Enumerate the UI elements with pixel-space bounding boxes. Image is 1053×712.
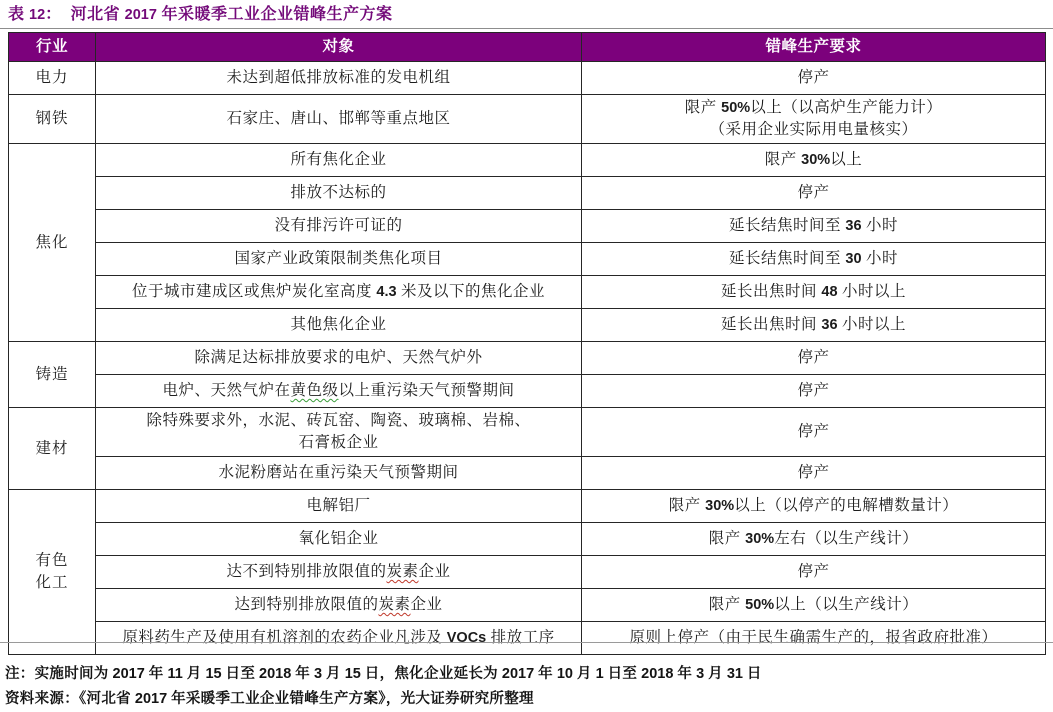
title-divider	[0, 28, 1053, 29]
target-cell: 电炉、天然气炉在黄色级以上重污染天气预警期间	[96, 375, 582, 408]
target-cell: 其他焦化企业	[96, 309, 582, 342]
table-row	[9, 276, 1046, 309]
industry-cell: 焦化	[9, 144, 96, 342]
requirement-cell: 停产	[582, 342, 1046, 375]
table-row	[9, 342, 1046, 375]
target-cell: 除特殊要求外，水泥、砖瓦窑、陶瓷、玻璃棉、岩棉、 石膏板企业	[96, 408, 582, 457]
requirement-cell: 停产	[582, 62, 1046, 95]
target-cell: 达不到特别排放限值的炭素企业	[96, 556, 582, 589]
target-cell: 除满足达标排放要求的电炉、天然气炉外	[96, 342, 582, 375]
requirement-cell: 限产 50%以上（以生产线计）	[582, 589, 1046, 622]
industry-cell: 建材	[9, 408, 96, 490]
note-line: 注：实施时间为 2017 年 11 月 15 日至 2018 年 3 月 15 日，焦化企业延长为 2017 年 10 月 1 日至 2018 年 3 月 31 日	[5, 666, 762, 682]
requirement-cell: 限产 50%以上（以高炉生产能力计） （采用企业实际用电量核实）	[582, 95, 1046, 144]
requirement-cell: 停产	[582, 375, 1046, 408]
requirement-cell: 停产	[582, 457, 1046, 490]
requirement-cell: 限产 30%左右（以生产线计）	[582, 523, 1046, 556]
target-cell: 原料药生产及使用有机溶剂的农药企业凡涉及 VOCs 排放工序	[96, 622, 582, 655]
table-row	[9, 523, 1046, 556]
requirement-cell: 延长结焦时间至 36 小时	[582, 210, 1046, 243]
table-row	[9, 622, 1046, 655]
header-row	[9, 33, 1046, 62]
table-row	[9, 62, 1046, 95]
requirement-cell: 延长出焦时间 48 小时以上	[582, 276, 1046, 309]
target-cell: 未达到超低排放标准的发电机组	[96, 62, 582, 95]
industry-cell: 铸造	[9, 342, 96, 408]
requirement-cell: 延长结焦时间至 30 小时	[582, 243, 1046, 276]
target-cell: 石家庄、唐山、邯郸等重点地区	[96, 95, 582, 144]
table-title: 表 12： 河北省 2017 年采暖季工业企业错峰生产方案	[8, 6, 393, 23]
target-cell: 国家产业政策限制类焦化项目	[96, 243, 582, 276]
table-row	[9, 309, 1046, 342]
target-cell: 氧化铝企业	[96, 523, 582, 556]
table-row	[9, 457, 1046, 490]
source-line: 资料来源：《河北省 2017 年采暖季工业企业错峰生产方案》，光大证券研究所整理	[5, 691, 534, 707]
requirement-cell: 原则上停产（由于民生确需生产的，报省政府批准）	[582, 622, 1046, 655]
column-header-industry: 行业	[9, 33, 96, 62]
table-row	[9, 490, 1046, 523]
column-header-target: 对象	[96, 33, 582, 62]
industry-cell: 电力	[9, 62, 96, 95]
production-plan-table	[8, 32, 1046, 655]
target-cell: 电解铝厂	[96, 490, 582, 523]
table-notes	[5, 662, 1045, 712]
table-row	[9, 144, 1046, 177]
industry-cell: 有色 化工	[9, 490, 96, 655]
requirement-cell: 延长出焦时间 36 小时以上	[582, 309, 1046, 342]
target-cell: 位于城市建成区或焦炉炭化室高度 4.3 米及以下的焦化企业	[96, 276, 582, 309]
bottom-divider	[0, 642, 1053, 643]
target-cell: 没有排污许可证的	[96, 210, 582, 243]
target-cell: 所有焦化企业	[96, 144, 582, 177]
target-cell: 达到特别排放限值的炭素企业	[96, 589, 582, 622]
column-header-requirement: 错峰生产要求	[582, 33, 1046, 62]
industry-cell: 钢铁	[9, 95, 96, 144]
table-row	[9, 375, 1046, 408]
table-row	[9, 556, 1046, 589]
table-row	[9, 177, 1046, 210]
table-row	[9, 243, 1046, 276]
table-row	[9, 95, 1046, 144]
target-cell: 排放不达标的	[96, 177, 582, 210]
requirement-cell: 限产 30%以上	[582, 144, 1046, 177]
table-row	[9, 408, 1046, 457]
table-row	[9, 589, 1046, 622]
target-cell: 水泥粉磨站在重污染天气预警期间	[96, 457, 582, 490]
requirement-cell: 停产	[582, 177, 1046, 210]
requirement-cell: 停产	[582, 556, 1046, 589]
requirement-cell: 限产 30%以上（以停产的电解槽数量计）	[582, 490, 1046, 523]
requirement-cell: 停产	[582, 408, 1046, 457]
table-row	[9, 210, 1046, 243]
